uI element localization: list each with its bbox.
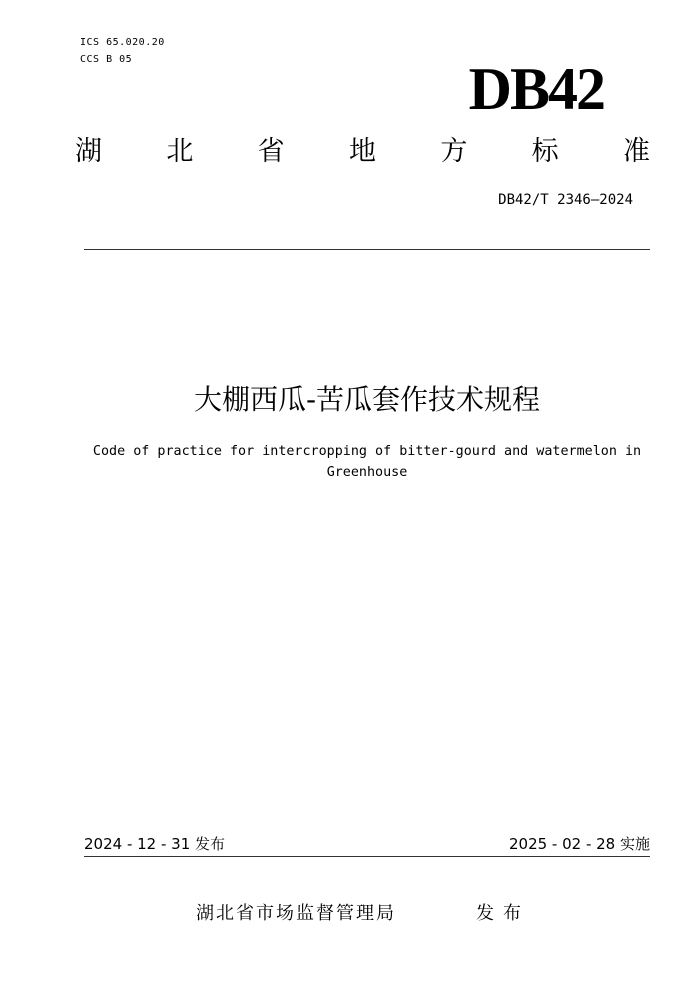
standard-type-char: 地 — [348, 136, 376, 167]
standard-type-char: 方 — [440, 136, 468, 167]
implementation-date: 2025 - 02 - 28 实施 — [508, 835, 650, 853]
standard-type-char: 湖 — [75, 136, 102, 167]
ccs-code: CCS B 05 — [80, 54, 133, 65]
document-title-english: Code of practice for intercropping of bitter-gourd and watermelon in Greenhouse — [92, 444, 642, 480]
document-title-chinese: 大棚西瓜-苦瓜套作技术规程 — [193, 383, 541, 416]
header-divider — [84, 249, 650, 250]
standard-number: DB42/T 2346—2024 — [498, 192, 633, 208]
standard-type-char: 省 — [257, 136, 285, 167]
issue-date: 2024 - 12 - 31 发布 — [84, 835, 226, 853]
standard-type-char: 标 — [531, 136, 559, 167]
standard-type-char: 准 — [622, 136, 650, 167]
issuing-authority: 湖北省市场监督管理局 — [196, 903, 396, 924]
ics-code: ICS 65.020.20 — [80, 37, 165, 48]
standard-type-heading — [75, 134, 650, 170]
footer-divider — [84, 856, 650, 857]
standard-type-char: 北 — [166, 136, 194, 167]
publish-label: 发布 — [476, 903, 530, 924]
db42-logo: DB42 — [468, 56, 604, 122]
